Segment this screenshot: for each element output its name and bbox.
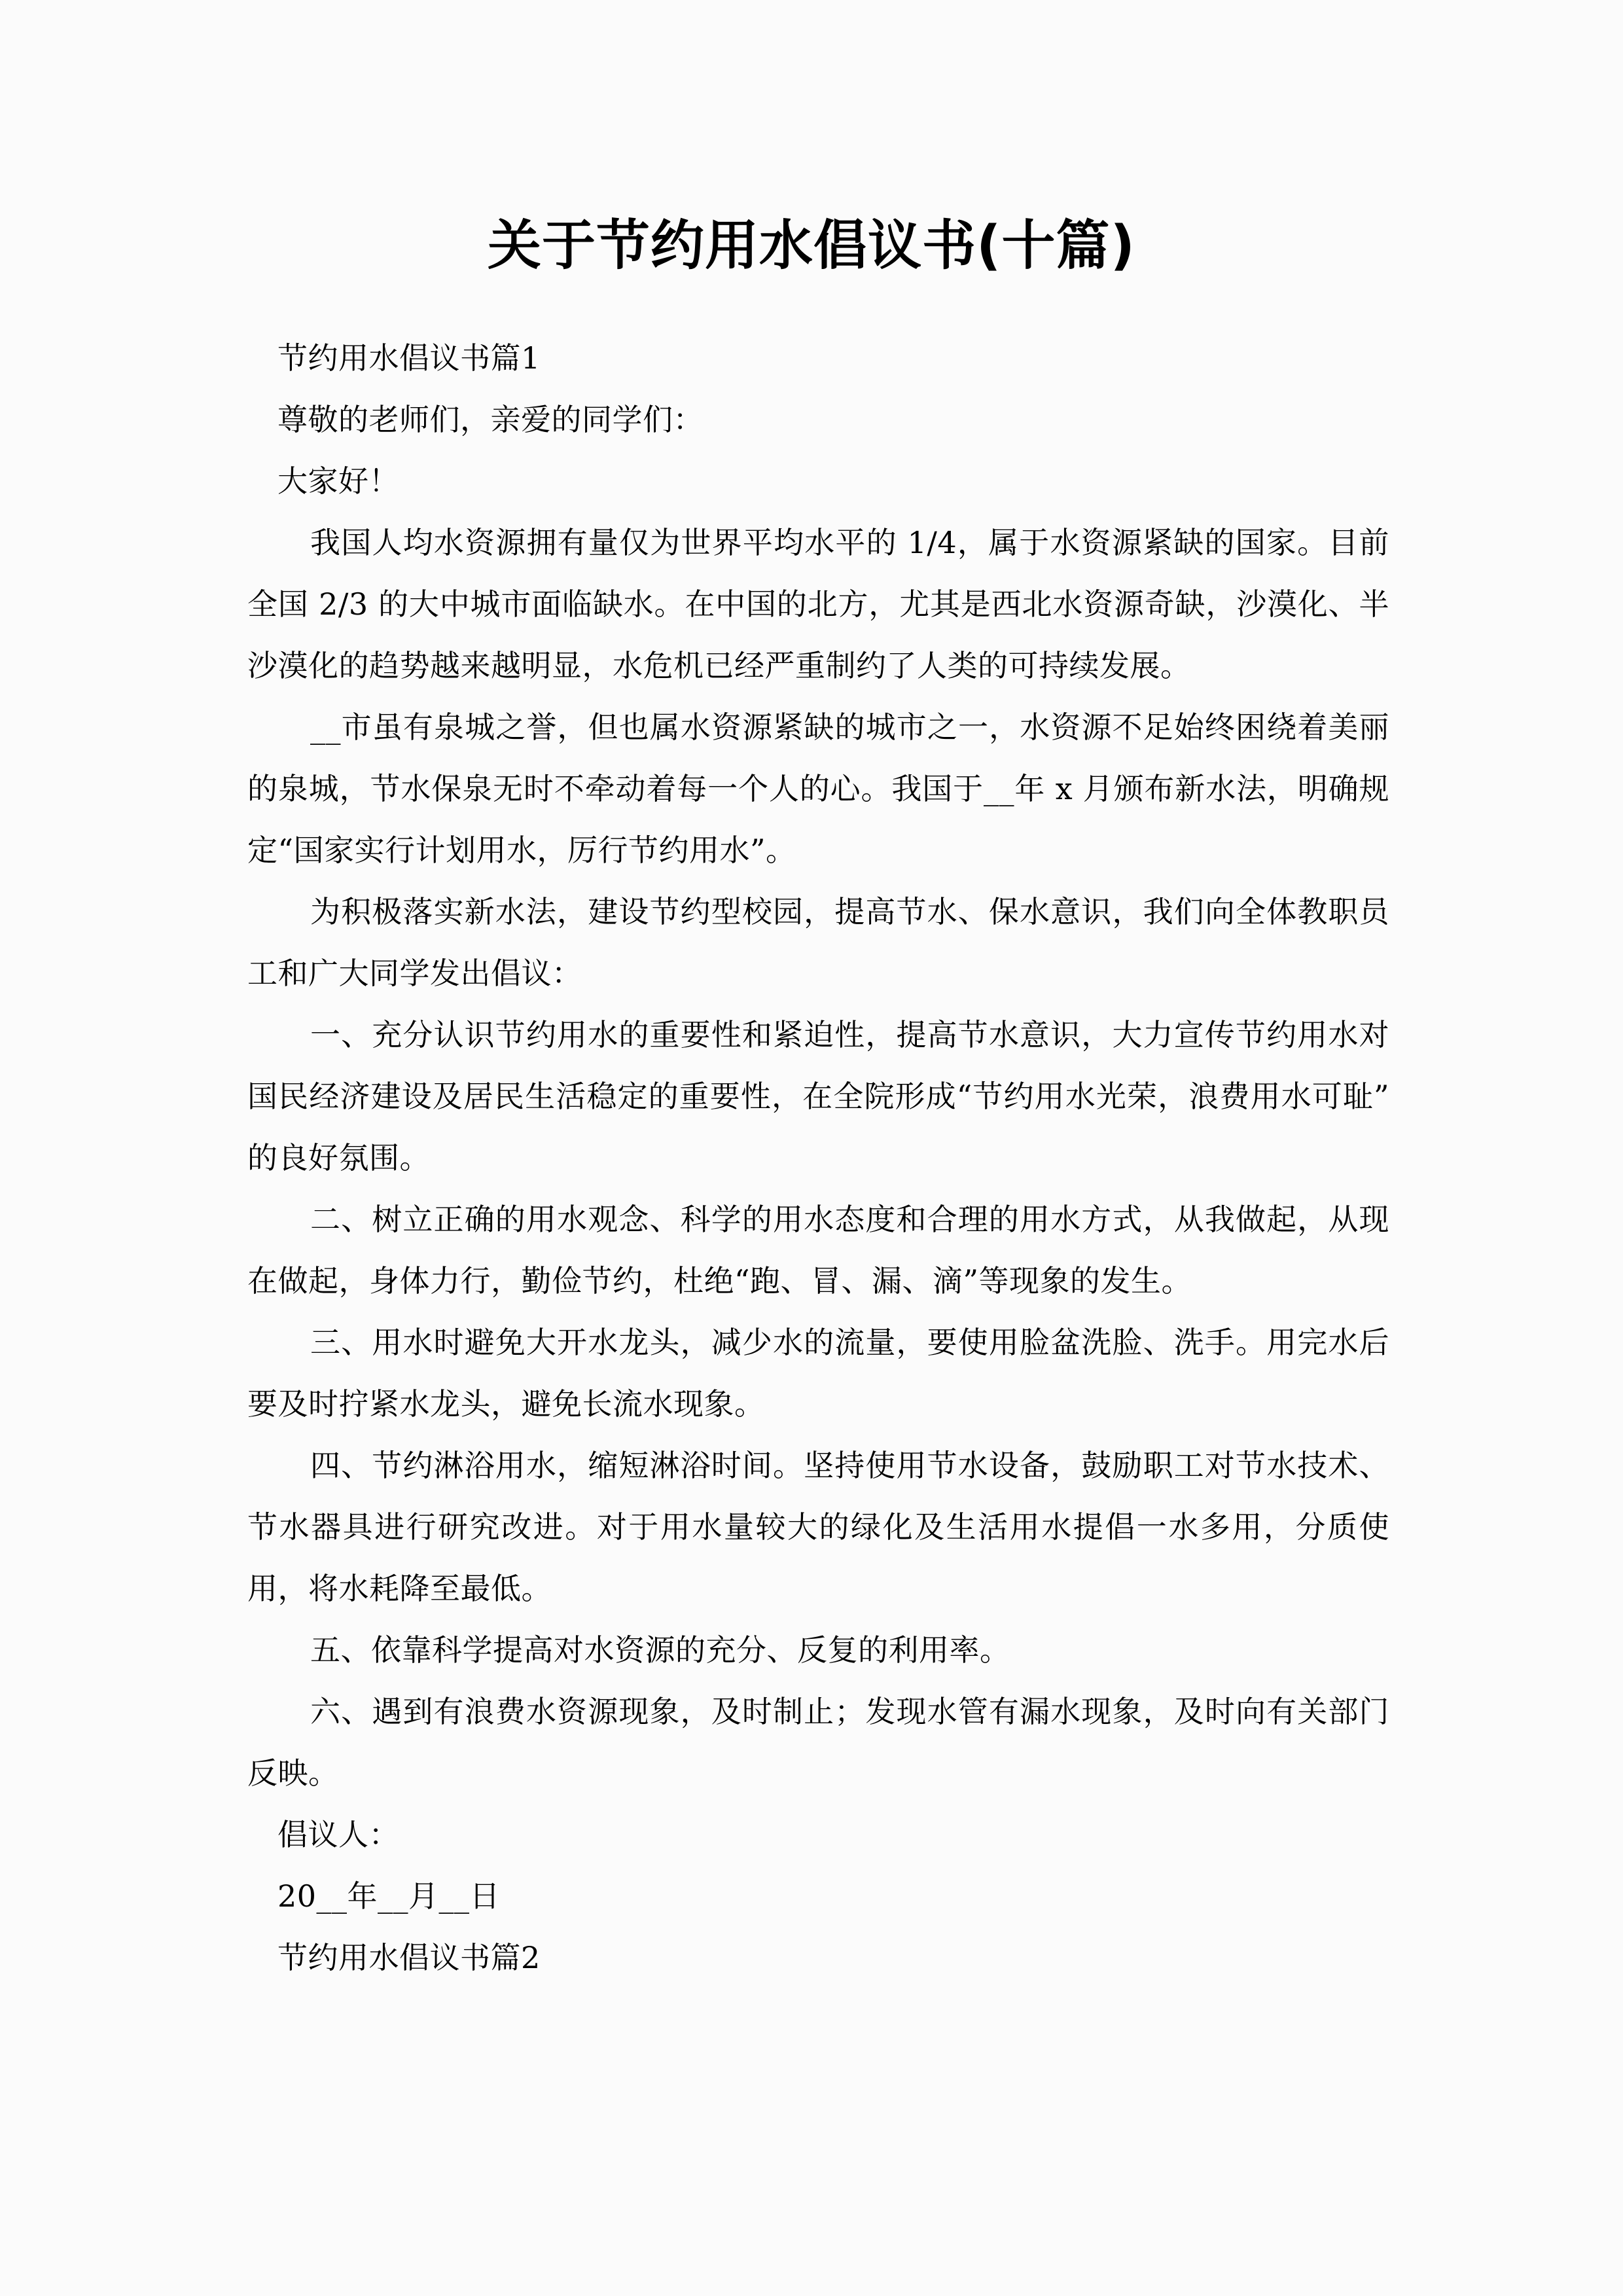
body-paragraph: __市虽有泉城之誉，但也属水资源紧缺的城市之一，水资源不足始终困绕着美丽的泉城，节水保泉无时不牵动着每一个人的心。我国于__年 x 月颁布新水法，明确规定“国家实行计划用水，厉行节约用水”。 [247,709,1389,868]
list-item: 三、用水时避免大开水龙头，减少水的流量，要使用脸盆洗脸、洗手。用完水后要及时拧紧水龙头，避免长流水现象。 [247,1325,1389,1422]
salutation: 尊敬的老师们，亲爱的同学们： [277,402,704,437]
list-item: 四、节约淋浴用水，缩短淋浴时间。坚持使用节水设备，鼓励职工对节水技术、节水器具进行研究改进。对于用水量较大的绿化及生活用水提倡一水多用，分质使用，将水耗降至最低。 [247,1448,1389,1606]
list-item: 五、依靠科学提高对水资源的充分、反复的利用率。 [310,1632,1010,1668]
greeting: 大家好！ [277,463,399,499]
list-item: 一、充分认识节约用水的重要性和紧迫性，提高节水意识，大力宣传节约用水对国民经济建设及居民生活稳定的重要性，在全院形成“节约用水光荣，浪费用水可耻”的良好氛围。 [247,1017,1389,1175]
list-item: 六、遇到有浪费水资源现象，及时制止；发现水管有漏水现象，及时向有关部门反映。 [247,1694,1389,1791]
list-item: 二、树立正确的用水观念、科学的用水态度和合理的用水方式，从我做起，从现在做起，身体力行，勤俭节约，杜绝“跑、冒、漏、滴”等现象的发生。 [247,1202,1389,1299]
page-title: 关于节约用水倡议书(十篇) [488,214,1135,277]
body-paragraph: 为积极落实新水法，建设节约型校园，提高节水、保水意识，我们向全体教职员工和广大同学发出倡议： [247,894,1389,991]
body-paragraph: 我国人均水资源拥有量仅为世界平均水平的 1/4，属于水资源紧缺的国家。目前全国 2/3 的大中城市面临缺水。在中国的北方，尤其是西北水资源奇缺，沙漠化、半沙漠化的趋势越来越明显，水危机已经严重制约了人类的可持续发展。 [247,525,1389,683]
section-heading-2: 节约用水倡议书篇2 [277,1940,541,1975]
section-heading-1: 节约用水倡议书篇1 [277,340,541,376]
document-body [247,327,1389,1988]
signature-date: 20__年__月__日 [277,1878,501,1914]
signature-label: 倡议人： [277,1817,399,1852]
